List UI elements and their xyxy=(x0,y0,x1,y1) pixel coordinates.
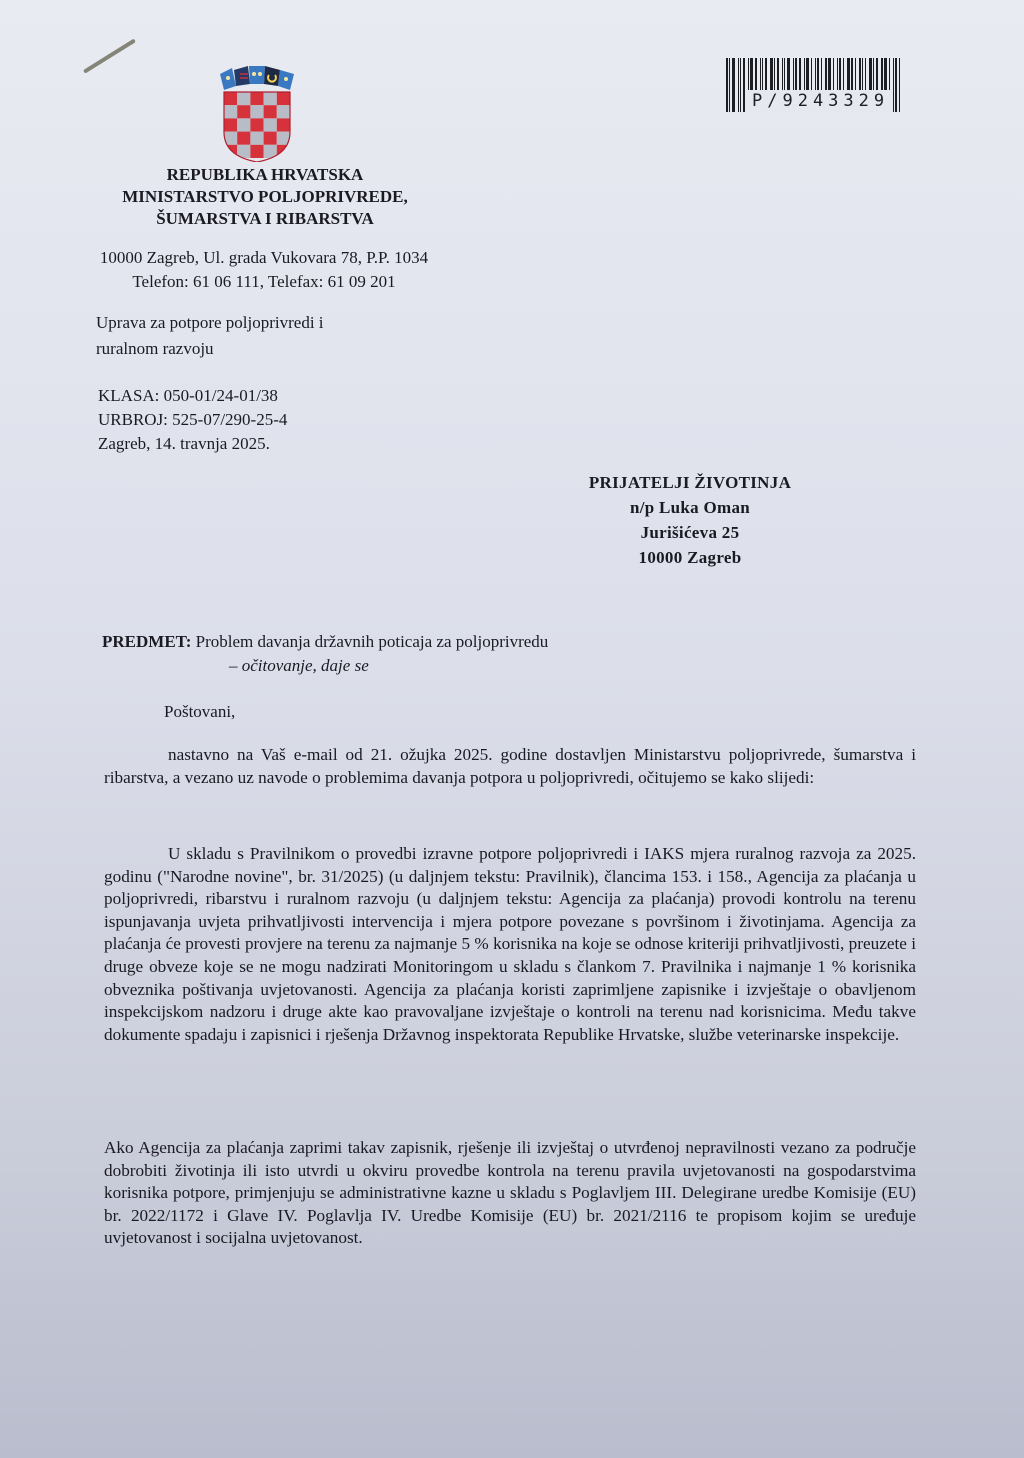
department-line-1: Uprava za potpore poljoprivredi i xyxy=(96,313,324,332)
klasa: KLASA: 050-01/24-01/38 xyxy=(98,386,278,405)
recipient-city: 10000 Zagreb xyxy=(638,548,742,567)
barcode-bar xyxy=(729,58,730,112)
shield-square xyxy=(264,132,277,145)
letter-date: Zagreb, 14. travnja 2025. xyxy=(98,434,270,453)
reference-block xyxy=(98,384,287,456)
barcode-bar xyxy=(895,58,897,112)
body-paragraph-1 xyxy=(104,744,916,789)
letterhead-country: REPUBLIKA HRVATSKA xyxy=(166,165,364,184)
barcode-bar xyxy=(732,58,735,112)
paragraph-text: nastavno na Vaš e-mail od 21. ožujka 2025. godine dostavljen Ministarstvu poljoprivrede, šumarstva i ribarstva, a vezano uz navode o problemima davanja potpora u poljoprivredi, očitujemo se kako slijedi: xyxy=(104,745,916,787)
shield-square xyxy=(277,145,290,158)
barcode-bar xyxy=(738,58,739,112)
checkered-shield xyxy=(224,92,290,158)
shield-square xyxy=(237,132,250,145)
letterhead-ministry-cont: ŠUMARSTVA I RIBARSTVA xyxy=(156,209,374,228)
barcode xyxy=(726,58,934,120)
crown xyxy=(220,66,294,90)
recipient-block xyxy=(560,470,820,570)
barcode-bar xyxy=(740,58,741,112)
body-paragraph-3 xyxy=(104,1137,916,1250)
shield-square xyxy=(250,92,263,105)
barcode-bar xyxy=(893,58,894,112)
shield-square xyxy=(224,145,237,158)
shield-square xyxy=(250,132,263,145)
shield-square xyxy=(250,145,263,158)
street-address: 10000 Zagreb, Ul. grada Vukovara 78, P.P. 1034 xyxy=(99,248,429,267)
barcode-bar xyxy=(899,58,900,112)
subject-label: PREDMET: xyxy=(102,632,192,651)
letterhead-address xyxy=(74,246,454,294)
department-line-2: ruralnom razvoju xyxy=(96,339,214,358)
shield-square xyxy=(250,105,263,118)
phone-fax: Telefon: 61 06 111, Telefax: 61 09 201 xyxy=(132,272,396,291)
paragraph-text: U skladu s Pravilnikom o provedbi izravne potpore poljoprivredi i IAKS mjera ruralnog razvoja za 2025. godinu ("Narodne novine", br. 31/2025) (u daljnjem tekstu: Pravilnik), člancima 153. i 158., Agencija za plaćanja u poljoprivredi, ribarstvu i ruralnom razvoju (u daljnjem tekstu: Agencija za plaćanja) provodi kontrolu na terenu ispunjavanja uvjeta prihvatljivosti intervencija i mjera potpore povezane s površinom i životinjama. Agencija za plaćanja će provesti provjere na terenu za najmanje 5 % korisnika na koje se odnose kriteriji prihvatljivosti, preuzete i druge obveze koje se ne mogu nadzirati Monitoringom u skladu s člankom 7. Pravilnika i najmanje 1 % korisnika obveznika poštivanja uvjetovanosti. Agencija za plaćanja koristi zaprimljene zapisnike i izvještaje o obavljenom inspekcijskom nadzoru i druge akte kao pravovaljane izvještaje o kontroli na terenu nad korisnicima. Među takve dokumente spadaju i zapisnici i rješenja Državnog inspektorata Republike Hrvatske, službe veterinarske inspekcije. xyxy=(104,844,916,1044)
subject-subtext: – očitovanje, daje se xyxy=(229,656,369,675)
department xyxy=(96,310,324,362)
greeting: Poštovani, xyxy=(164,702,236,721)
shield-square xyxy=(237,118,250,131)
recipient-attn: n/p Luka Oman xyxy=(629,498,751,517)
urbroj: URBROJ: 525-07/290-25-4 xyxy=(98,410,288,429)
croatian-coat-of-arms-icon xyxy=(218,66,296,162)
shield-square xyxy=(264,92,277,105)
pen-mark xyxy=(83,39,136,74)
subject-text: Problem davanja državnih poticaja za poljoprivredu xyxy=(195,632,549,651)
barcode-bar xyxy=(726,58,728,112)
shield-square xyxy=(224,92,237,105)
subject xyxy=(102,630,548,678)
shield-square xyxy=(277,118,290,131)
letterhead-ministry: MINISTARSTVO POLJOPRIVREDE, xyxy=(122,187,408,206)
shield-square xyxy=(237,105,250,118)
recipient-org: PRIJATELJI ŽIVOTINJA xyxy=(588,473,792,492)
paragraph-text: Ako Agencija za plaćanja zaprimi takav zapisnik, rješenje ili izvještaj o utvrđenoj nepravilnosti vezano za područje dobrobiti životinja ili isto utvrdi u okviru provedbe kontrola na terenu pravila uvjetovanosti na gospodarstvima korisnika potpore, primjenjuju se administrativne kazne u skladu s Poglavljem III. Delegirane uredbe Komisije (EU) br. 2022/1172 i Glave IV. Poglavlja IV. Uredbe Komisije (EU) br. 2021/2116 te propisom kojim se uređuje uvjetovanost i socijalna uvjetovanost. xyxy=(104,1138,916,1248)
shield-square xyxy=(224,118,237,131)
shield-square xyxy=(224,105,237,118)
recipient-street: Jurišićeva 25 xyxy=(640,523,740,542)
barcode-number: P/9243329 xyxy=(748,90,893,112)
shield-square xyxy=(264,105,277,118)
shield-square xyxy=(237,92,250,105)
barcode-bar xyxy=(743,58,745,112)
shield-square xyxy=(250,118,263,131)
letterhead xyxy=(90,164,440,230)
shield-square xyxy=(264,118,277,131)
shield-square xyxy=(277,92,290,105)
body-paragraph-2 xyxy=(104,843,916,1046)
shield-square xyxy=(277,105,290,118)
